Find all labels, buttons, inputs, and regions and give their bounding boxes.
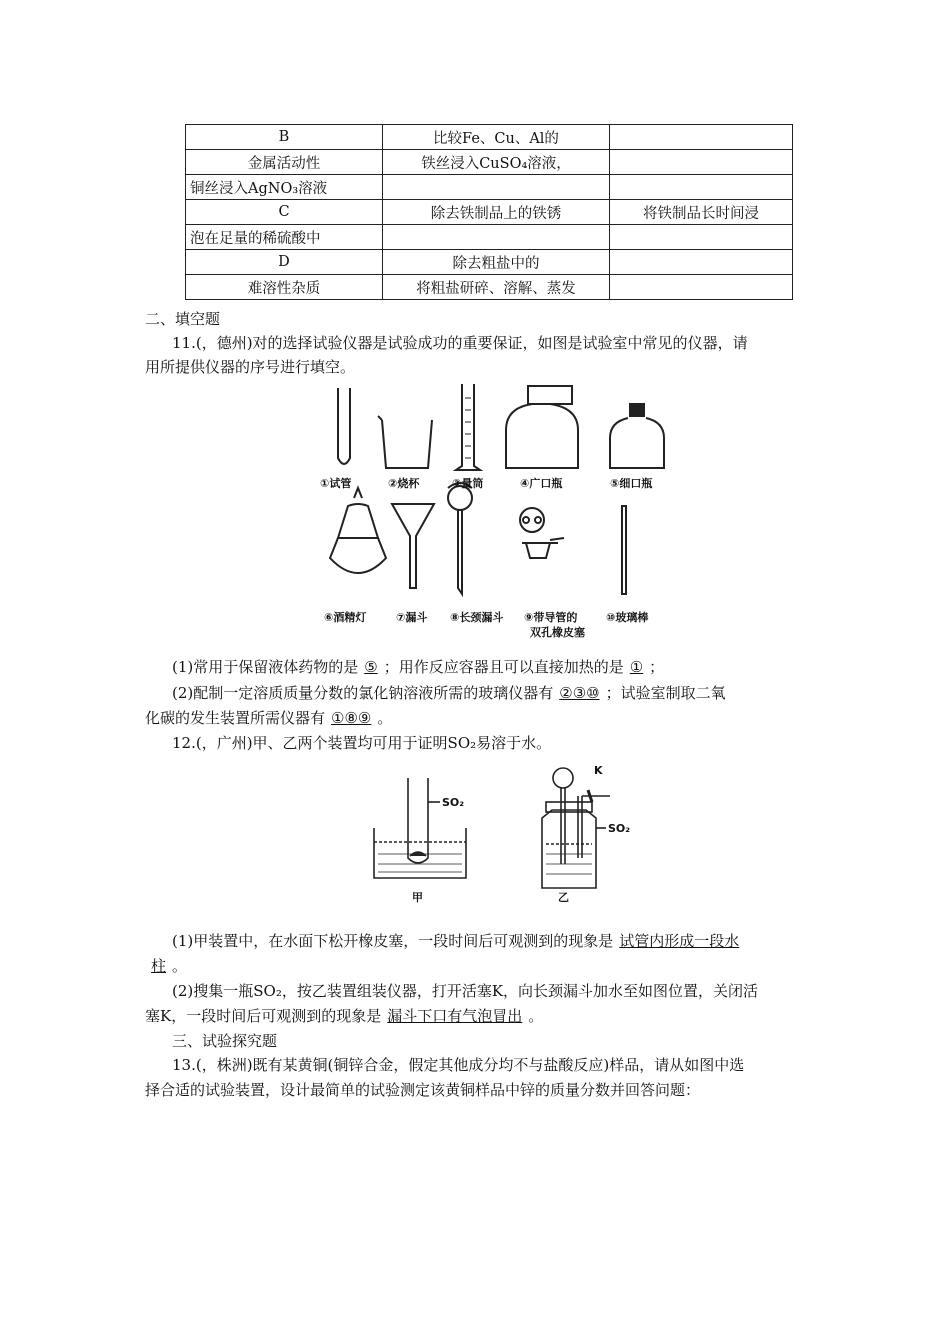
- caption-beaker: ②烧杯: [388, 477, 420, 490]
- caption-stopper-2: 双孔橡皮塞: [530, 626, 585, 638]
- table-row: [186, 150, 793, 175]
- caption-narrow-bottle: ⑤细口瓶: [610, 477, 653, 490]
- table-row: [186, 175, 793, 200]
- caption-lamp: ⑥酒精灯: [324, 611, 367, 624]
- narrow-mouth-bottle-icon: [630, 404, 644, 416]
- table-cell: [610, 125, 793, 150]
- table-cell: 泡在足量的稀硫酸中: [186, 225, 383, 250]
- question-13-text-cont: 择合适的试验装置，设计最简单的试验测定该黄铜样品中锌的质量分数并回答问题：: [145, 1081, 701, 1099]
- table-cell: [383, 175, 610, 200]
- q12-part2-cont: 塞K，一段时间后可观测到的现象是 漏斗下口有气泡冒出 。: [145, 1007, 544, 1025]
- q12-part1-cont: 柱 。: [145, 956, 187, 976]
- answer-blank: ①⑧⑨: [331, 709, 372, 727]
- caption-funnel: ⑦漏斗: [396, 611, 428, 624]
- answer-blank: ①: [629, 658, 644, 676]
- measuring-cylinder-icon: [456, 384, 480, 470]
- glass-rod-icon: [622, 506, 626, 594]
- label-jia: 甲: [412, 891, 423, 904]
- table-cell: 铜丝浸入AgNO₃溶液: [186, 175, 383, 200]
- question-11-text: 11.(，德州)对的选择试验仪器是试验成功的重要保证，如图是试验室中常见的仪器，请: [172, 334, 748, 352]
- table-row: [186, 225, 793, 250]
- table-cell: [610, 275, 793, 300]
- comparison-table: [185, 124, 793, 300]
- table-cell: D: [186, 250, 383, 275]
- section-heading-3: 三、试验探究题: [172, 1032, 278, 1050]
- q11-part1: (1)常用于保留液体药物的是 ⑤ ；用作反应容器且可以直接加热的是 ① ；: [172, 658, 665, 676]
- table-row: [186, 250, 793, 275]
- so2-label-a: SO₂: [442, 796, 465, 809]
- table-cell: 将铁制品长时间浸: [610, 200, 793, 225]
- table-cell: 除去粗盐中的: [383, 250, 610, 275]
- wide-mouth-bottle-icon: [528, 386, 572, 404]
- question-12-text: 12.(，广州)甲、乙两个装置均可用于证明SO₂易溶于水。: [172, 734, 552, 752]
- funnel-icon: [392, 504, 434, 588]
- caption-wide-bottle: ④广口瓶: [520, 477, 563, 490]
- so2-label-b: SO₂: [608, 822, 631, 835]
- q12-part1: (1)甲装置中，在水面下松开橡皮塞，一段时间后可观测到的现象是 试管内形成一段水: [172, 931, 745, 951]
- table-cell: [610, 250, 793, 275]
- table-cell: 比较Fe、Cu、Al的: [383, 125, 610, 150]
- label-yi: 乙: [558, 891, 569, 904]
- table-row: [186, 125, 793, 150]
- alcohol-lamp-icon: [338, 504, 378, 538]
- table-row: [186, 200, 793, 225]
- caption-glass-rod: ⑩玻璃棒: [606, 611, 649, 624]
- caption-cylinder: ③量筒: [452, 477, 484, 490]
- table-cell: C: [186, 200, 383, 225]
- section-heading: 二、填空题: [145, 310, 221, 328]
- long-neck-funnel-icon: [553, 768, 573, 788]
- beaker-icon: [378, 416, 432, 468]
- table-cell: 金属活动性: [186, 150, 383, 175]
- table-cell: [610, 175, 793, 200]
- gas-bottle-icon: [542, 810, 596, 888]
- so2-apparatus-figure: [360, 758, 640, 908]
- answer-blank: 柱: [151, 957, 167, 975]
- caption-stopper: ⑨带导管的: [524, 611, 578, 624]
- answer-blank: 试管内形成一段水: [619, 932, 740, 950]
- valve-k-label: K: [594, 764, 603, 777]
- answer-blank: 漏斗下口有气泡冒出: [387, 1007, 523, 1025]
- q11-part2: (2)配制一定溶质质量分数的氯化钠溶液所需的玻璃仪器有 ②③⑩ ；试验室制取二氧: [172, 684, 726, 702]
- lab-instruments-figure: [310, 378, 690, 638]
- table-cell: 除去铁制品上的铁锈: [383, 200, 610, 225]
- table-cell: [610, 150, 793, 175]
- caption-long-funnel: ⑧长颈漏斗: [450, 611, 504, 624]
- table-cell: [383, 225, 610, 250]
- answer-blank: ⑤: [364, 658, 378, 676]
- table-cell: 难溶性杂质: [186, 275, 383, 300]
- table-row: [186, 275, 793, 300]
- table-cell: [610, 225, 793, 250]
- q11-part2-cont: 化碳的发生装置所需仪器有 ①⑧⑨ 。: [145, 709, 393, 727]
- answer-blank: ②③⑩: [559, 684, 600, 702]
- question-13-text: 13.(，株洲)既有某黄铜(铜锌合金，假定其他成分均不与盐酸反应)样品，请从如图中选: [172, 1056, 745, 1074]
- q12-part2: (2)搜集一瓶SO₂，按乙装置组装仪器，打开活塞K，向长颈漏斗加水至如图位置，关闭活: [172, 982, 759, 1000]
- question-11-text-cont: 用所提供仪器的序号进行填空。: [145, 358, 356, 376]
- caption-test-tube: ①试管: [320, 477, 352, 490]
- table-cell: 铁丝浸入CuSO₄溶液，: [383, 150, 610, 175]
- test-tube-icon: [338, 388, 350, 464]
- table-cell: 将粗盐研碎、溶解、蒸发: [383, 275, 610, 300]
- table-cell: B: [186, 125, 383, 150]
- inverted-tube-icon: [408, 778, 428, 863]
